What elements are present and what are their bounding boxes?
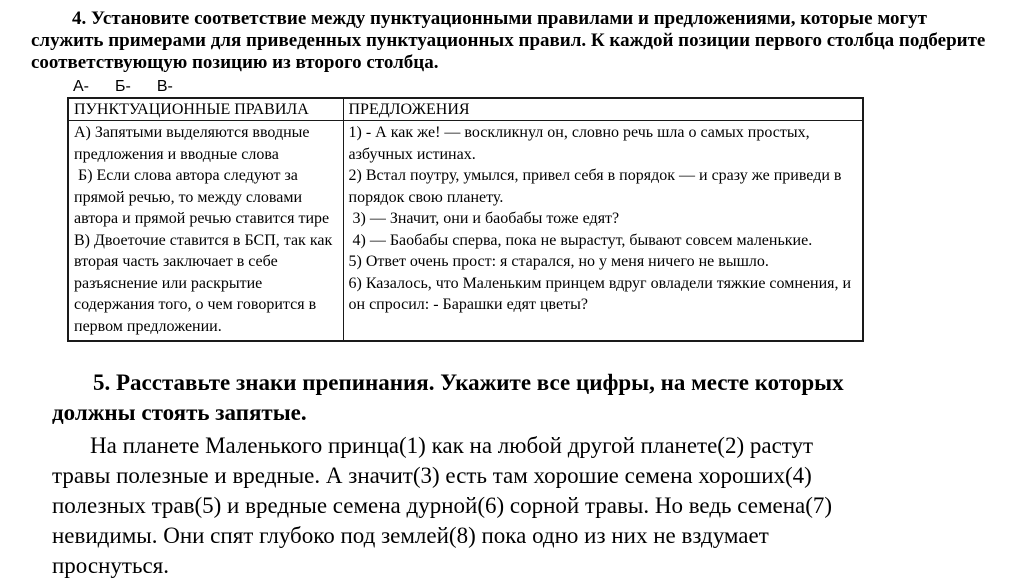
task5-paragraph-line: невидимы. Они спят глубоко под землей(8) пока одно из них не вздумает (52, 523, 769, 548)
table-body-row (68, 121, 863, 342)
sentence-2: 2) Встал поутру, умылся, привел себя в порядок — и сразу же приведи в порядок свою планету. (348, 167, 846, 206)
task5-heading (52, 368, 984, 428)
task5-heading-line: 5. Расставьте знаки препинания. Укажите все цифры, на месте которых (93, 370, 844, 395)
sentences-cell (343, 121, 863, 342)
rule-item-a: А) Запятыми выделяются вводные предложения и вводные слова (74, 124, 314, 163)
task5-paragraph (52, 431, 964, 581)
worksheet-page (0, 8, 1024, 581)
answer-slot-b: Б- (115, 78, 131, 95)
sentence-6: 6) Казалось, что Маленьким принцем вдруг овладели тяжкие сомнения, и он спросил: - Барашки едят цветы? (348, 274, 856, 313)
table-header-row (68, 98, 863, 121)
table-header-sentences: ПРЕДЛОЖЕНИЯ (343, 98, 863, 121)
rules-cell (68, 121, 343, 342)
matching-table (67, 97, 864, 342)
sentence-3: 3) — Значит, они и баобабы тоже едят? (348, 210, 620, 227)
task5-paragraph-line: травы полезные и вредные. А значит(3) есть там хорошие семена хороших(4) (52, 463, 812, 488)
task5-paragraph-line: полезных трав(5) и вредные семена дурной(6) сорной травы. Но ведь семена(7) (52, 493, 833, 518)
task5-paragraph-line: На планете Маленького принца(1) как на любой другой планете(2) растут (90, 433, 814, 458)
task4-heading-line: 4. Установите соответствие между пунктуационными правилами и предложениями, которые могут (72, 8, 927, 29)
table-header-rules: ПУНКТУАЦИОННЫЕ ПРАВИЛА (68, 98, 343, 121)
sentence-1: 1) - А как же! — воскликнул он, словно речь шла о самых простых, азбучных истинах. (348, 124, 814, 163)
answer-slot-a: А- (73, 78, 89, 95)
task4-heading-line: служить примерами для приведенных пунктуационных правил. К каждой позиции первого столбца подберите (31, 30, 986, 51)
sentence-5: 5) Ответ очень прост: я старался, но у меня ничего не вышло. (348, 253, 769, 270)
sentence-4: 4) — Баобабы сперва, пока не вырастут, бывают совсем маленькие. (348, 231, 813, 249)
task4-heading (31, 8, 1018, 74)
task4-heading-line: соответствующую позицию из второго столбца. (31, 52, 439, 73)
task5-paragraph-line: проснуться. (52, 553, 169, 578)
rule-item-b-v: Б) Если слова автора следуют за прямой речью, то между словами автора и прямой речью ставится тире В) Двоеточие ставится в БСП, так как вторая часть заключает в себе разъяснение или раскрытие содержания того, о чем говорится в первом предложении. (74, 167, 337, 335)
task5-heading-line: должны стоять запятые. (52, 400, 307, 425)
answer-slots-row (73, 78, 1024, 95)
answer-slot-v: В- (156, 78, 173, 95)
